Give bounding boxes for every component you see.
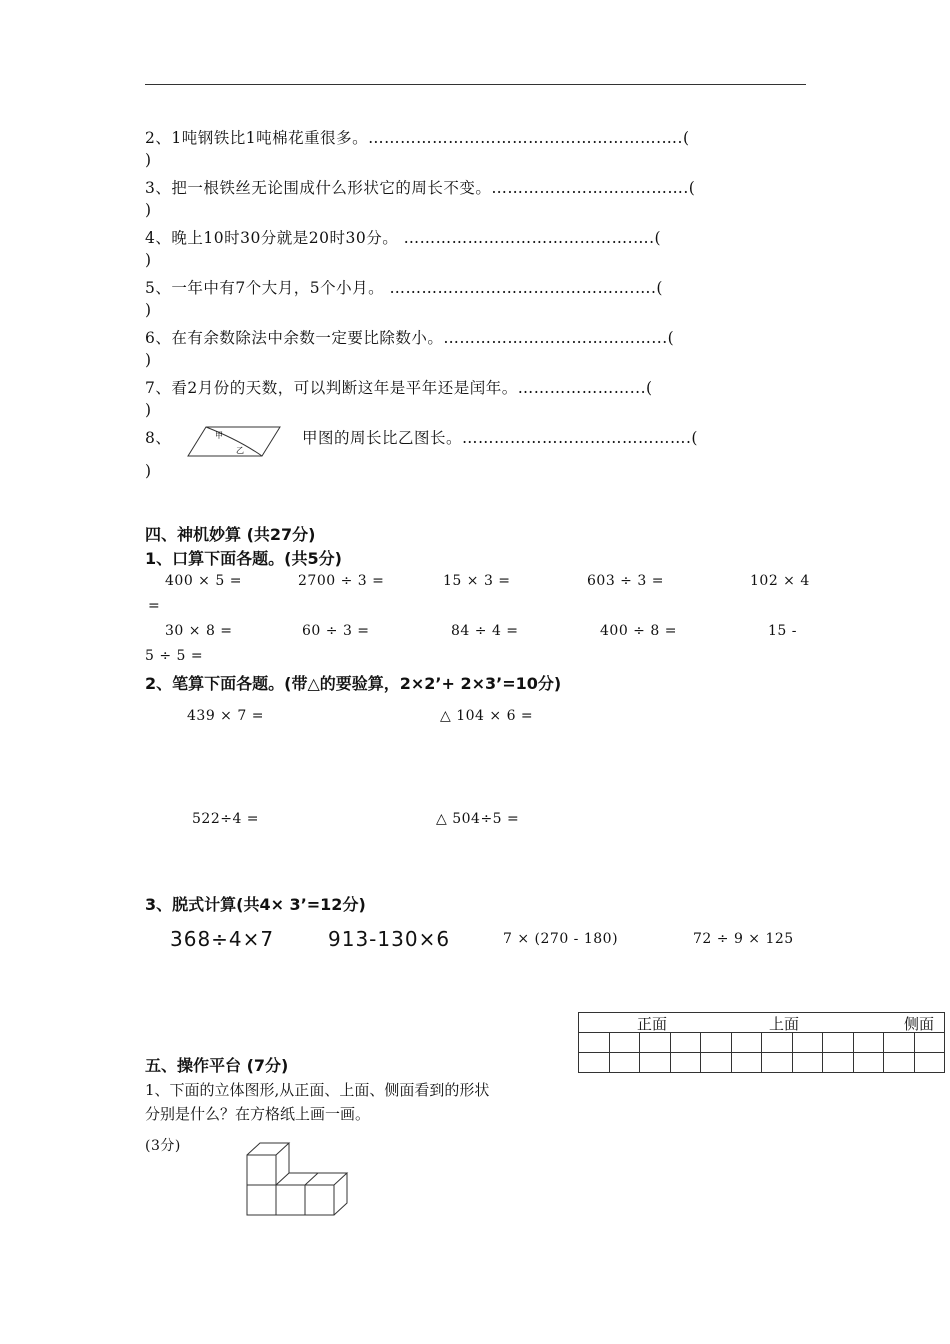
- oral-calc-4: 603 ÷ 3 =: [587, 573, 664, 589]
- oral-calc-1: 400 × 5 =: [165, 573, 242, 589]
- judgement-item-4: 4、晚上10时30分就是20时30分。 …………………………………….….(: [145, 229, 662, 247]
- written-calc-4: △ 504÷5 =: [436, 811, 520, 827]
- oral-calc-7: 60 ÷ 3 =: [302, 623, 370, 639]
- cube-bottom-3: [305, 1185, 334, 1215]
- stepwise-calc-1: 368÷4×7: [170, 927, 275, 951]
- judgement-item-6: 6、在有余数除法中余数一定要比除数小。…………………………………...(: [145, 329, 675, 347]
- stepwise-calc-2: 913-130×6: [328, 927, 451, 951]
- q2-title: 2、笔算下面各题。(带△的要验算，2×2’+ 2×3’=10分): [145, 674, 562, 693]
- oral-calc-10-wrap: 5 ÷ 5 =: [145, 648, 204, 664]
- cube-figure: [242, 1138, 352, 1222]
- judgement-item-3: 3、把一根铁丝无论围成什么形状它的周长不变。……………………………….(: [145, 179, 696, 197]
- oral-calc-2: 2700 ÷ 3 =: [298, 573, 385, 589]
- cube-bottom-2: [276, 1185, 305, 1215]
- oral-calc-8: 84 ÷ 4 =: [451, 623, 519, 639]
- grid-label-front: 正面: [637, 1015, 668, 1033]
- written-calc-3: 522÷4 =: [192, 811, 260, 827]
- cube-bottom-1: [247, 1185, 276, 1215]
- stepwise-calc-3: 7 × (270 - 180): [503, 931, 619, 947]
- parallelogram-outline: [188, 427, 280, 456]
- judgement-item-8: 甲图的周长比乙图长。…………………………………….(: [302, 429, 698, 447]
- cube-bottom-3-top: [318, 1173, 347, 1185]
- judgement-close-7: ): [145, 401, 152, 419]
- s5-q1-line1: 1、下面的立体图形,从正面、上面、侧面看到的形状: [145, 1081, 490, 1099]
- judgement-item-8-number: 8、: [145, 429, 172, 447]
- judgement-item-7: 7、看2月份的天数，可以判断这年是平年还是闰年。…………………...(: [145, 379, 653, 397]
- judgement-close-6: ): [145, 351, 152, 369]
- grid-label-side: 侧面: [904, 1015, 935, 1033]
- written-calc-2: △ 104 × 6 =: [440, 708, 534, 724]
- oral-calc-5: 102 × 4: [750, 573, 810, 589]
- section-4-title: 四、神机妙算 (共27分): [145, 525, 316, 544]
- judgement-close-8: ): [145, 462, 152, 480]
- judgement-close-4: ): [145, 251, 152, 269]
- header-rule: [145, 84, 806, 85]
- s5-q1-line2: 分别是什么？在方格纸上画一画。: [145, 1105, 371, 1123]
- q3-title: 3、脱式计算(共4× 3’=12分): [145, 895, 366, 914]
- written-calc-1: 439 × 7 =: [187, 708, 264, 724]
- cube-top-front: [247, 1155, 276, 1185]
- grid-row: [579, 1033, 945, 1053]
- judgement-item-5: 5、一年中有7个大月，5个小月。 ……………………………………….….(: [145, 279, 663, 297]
- grid-row: [579, 1053, 945, 1073]
- section-5-title: 五、操作平台 (7分): [145, 1056, 289, 1075]
- oral-calc-5-wrap: =: [148, 598, 161, 614]
- cube-top-top: [247, 1143, 289, 1155]
- judgement-close-2: ): [145, 151, 152, 169]
- q1-title: 1、口算下面各题。(共5分): [145, 549, 342, 568]
- oral-calc-9: 400 ÷ 8 =: [600, 623, 677, 639]
- judgement-close-5: ): [145, 301, 152, 319]
- grid-paper[interactable]: [578, 1012, 945, 1073]
- parallelogram-figure: [184, 422, 284, 462]
- oral-calc-6: 30 × 8 =: [165, 623, 233, 639]
- judgement-item-2: 2、1吨钢铁比1吨棉花重很多。……………………………………………….….(: [145, 129, 690, 147]
- label-yi: 乙: [236, 446, 244, 455]
- s5-points: (3分): [145, 1138, 181, 1154]
- label-jia: 甲: [215, 431, 223, 440]
- oral-calc-10: 15 -: [768, 623, 797, 639]
- oral-calc-3: 15 × 3 =: [443, 573, 511, 589]
- stepwise-calc-4: 72 ÷ 9 × 125: [693, 931, 794, 947]
- grid-label-top: 上面: [769, 1015, 800, 1033]
- cube-bottom-2-top: [289, 1173, 318, 1185]
- judgement-close-3: ): [145, 201, 152, 219]
